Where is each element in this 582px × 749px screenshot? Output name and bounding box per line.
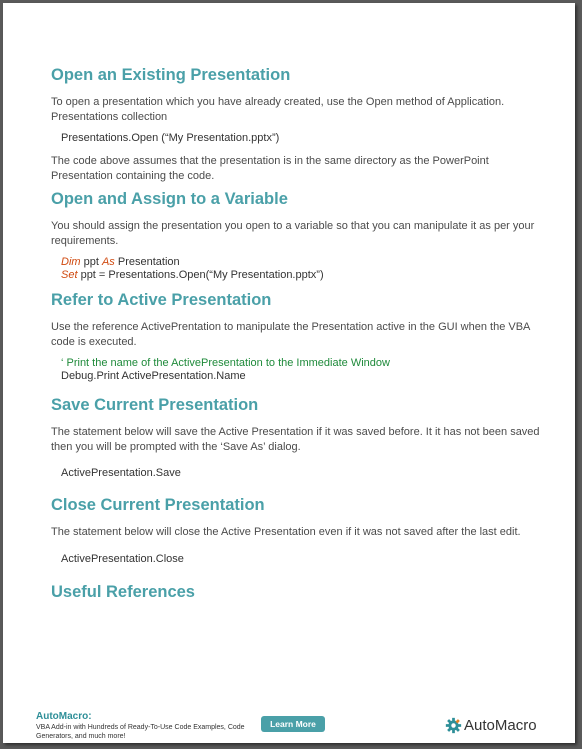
code-text: ppt = Presentations.Open(“My Presentation.pptx”) xyxy=(77,269,324,281)
heading-save-current: Save Current Presentation xyxy=(51,396,259,414)
paragraph-open-assign: You should assign the presentation you open to a variable so that you can manipulate it as per your requirements. xyxy=(51,220,535,247)
code-text: ppt xyxy=(80,256,102,268)
code-line: Debug.Print ActivePresentation.Name xyxy=(61,370,246,382)
code-keyword: As xyxy=(101,256,115,268)
document-content xyxy=(51,65,541,602)
code-line xyxy=(61,269,541,282)
code-close-current: ActivePresentation.Close xyxy=(61,552,184,565)
footer-brand-title: AutoMacro: xyxy=(36,711,92,722)
code-active-presentation xyxy=(51,357,541,383)
code-open-existing: Presentations.Open (“My Presentation.pptx”) xyxy=(61,132,280,144)
heading-close-current: Close Current Presentation xyxy=(51,496,265,514)
footer-brand-subtitle: VBA Add-in with Hundreds of Ready-To-Use Code Examples, Code Generators, and much more! xyxy=(36,724,245,740)
code-comment: ‘ Print the name of the ActivePresentation to the Immediate Window xyxy=(61,357,390,369)
gear-icon xyxy=(445,717,462,734)
logo-text: AutoMacro xyxy=(464,716,537,734)
code-keyword: Dim xyxy=(61,256,81,268)
paragraph-close-current: The statement below will close the Active Presentation even if it was not saved after the last edit. xyxy=(51,526,521,538)
code-save-current: ActivePresentation.Save xyxy=(61,467,181,479)
paragraph-open-existing-note: The code above assumes that the presentation is in the same directory as the PowerPoint Presentation containing the code. xyxy=(51,155,489,182)
heading-useful-references: Useful References xyxy=(51,582,195,601)
document-page xyxy=(3,3,575,743)
footer-banner xyxy=(3,700,575,743)
code-line xyxy=(61,256,541,269)
heading-open-assign: Open and Assign to a Variable xyxy=(51,190,288,208)
code-text: Presentation xyxy=(114,256,180,268)
automacro-logo[interactable] xyxy=(445,716,537,734)
paragraph-open-existing: To open a presentation which you have already created, use the Open method of Application. Presentations collection xyxy=(51,96,505,123)
paragraph-active-presentation: Use the reference ActivePrentation to manipulate the Presentation active in the GUI when the VBA code is executed. xyxy=(51,321,530,348)
code-keyword: Set xyxy=(61,269,78,281)
code-open-assign xyxy=(51,256,541,282)
paragraph-save-current: The statement below will save the Active Presentation if it was saved before. It it has not been saved then you will be prompted with the ‘Save As’ dialog. xyxy=(51,426,540,453)
heading-active-presentation: Refer to Active Presentation xyxy=(51,291,272,309)
heading-open-existing: Open an Existing Presentation xyxy=(51,66,291,84)
learn-more-button[interactable]: Learn More xyxy=(261,716,325,732)
